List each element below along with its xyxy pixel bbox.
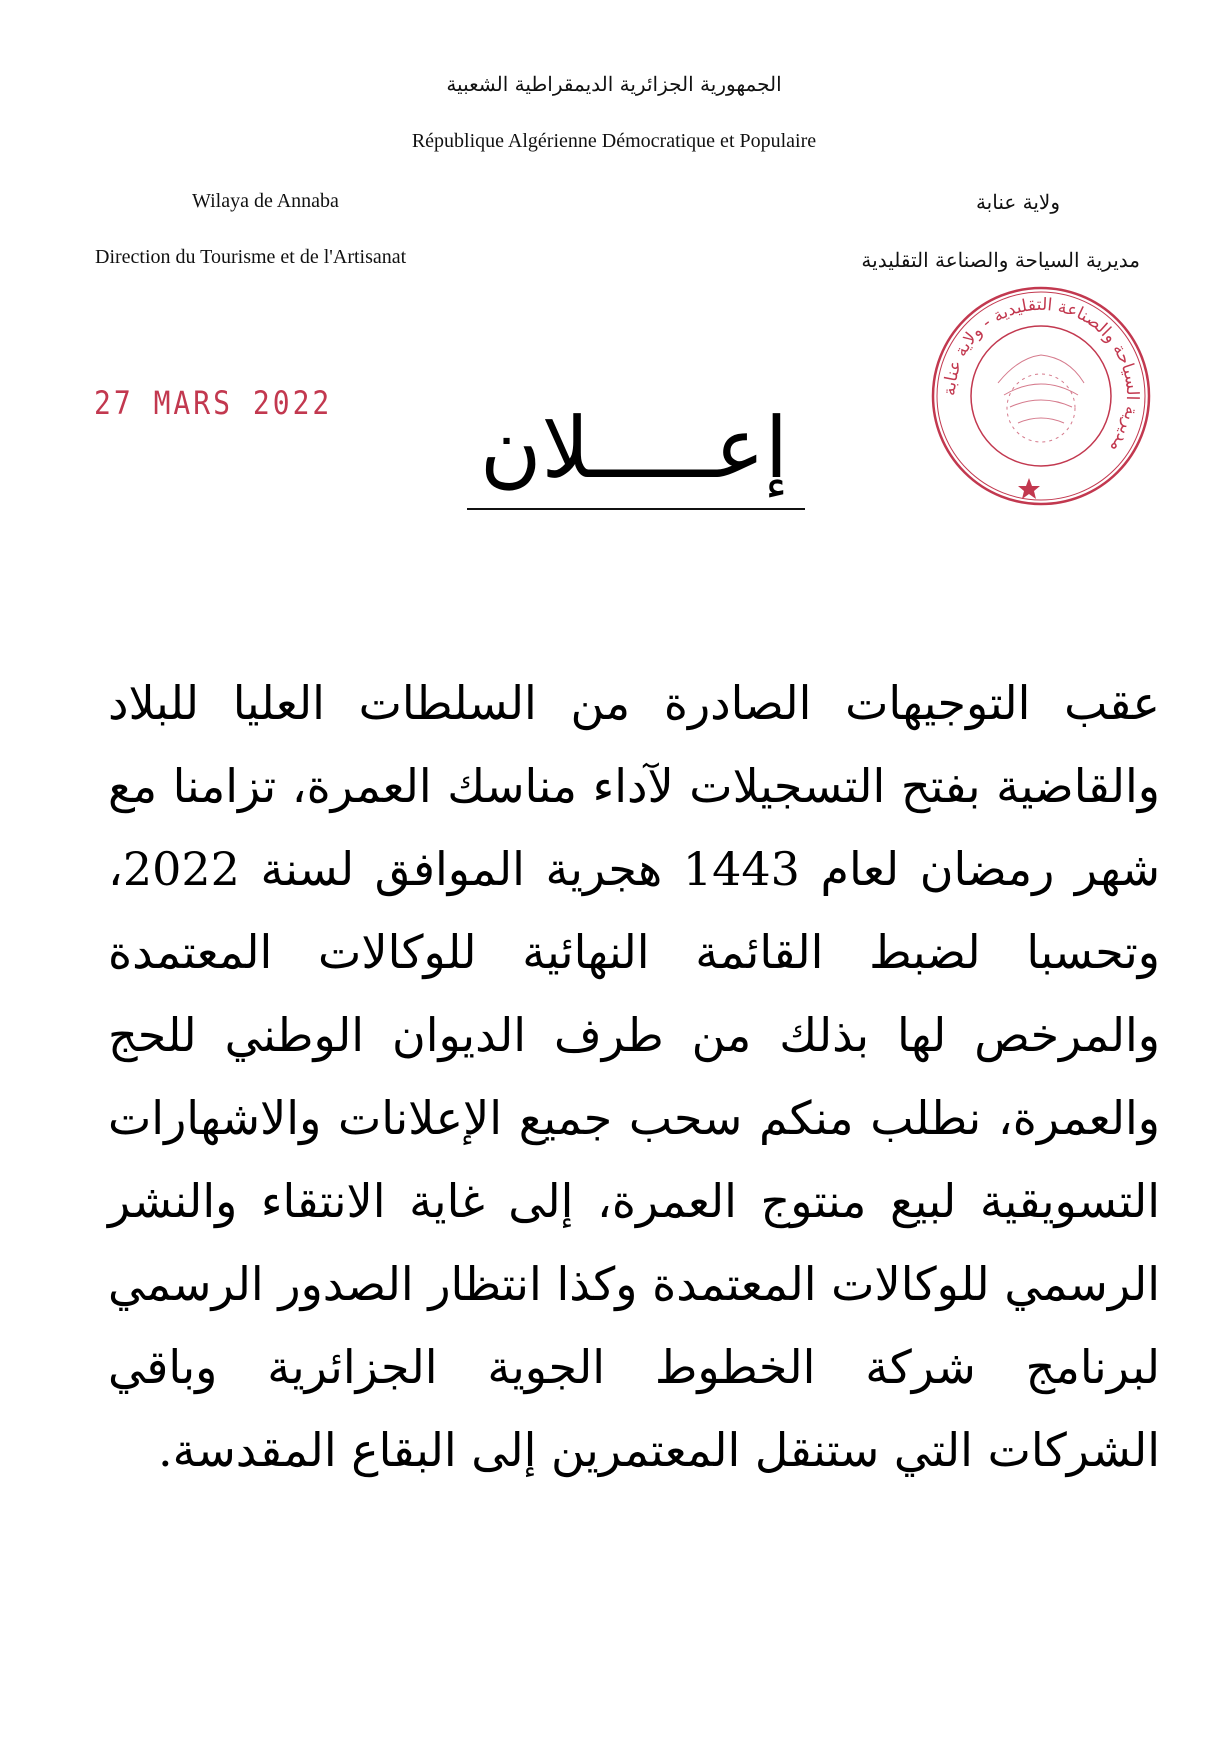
announcement-body: عقب التوجيهات الصادرة من السلطات العليا للبلاد والقاضية بفتح التسجيلات لآداء مناسك العمرة، تزامنا مع شهر رمضان لعام 1443 هجرية الموافق لسنة 2022، وتحسبا لضبط القائمة النهائية للوكالات المعتمدة والمرخص لها بذلك من طرف الديوان الوطني للحج والعمرة، نطلب منكم سحب جميع الإعلانات والاشهارات التسويقية لبيع منتوج العمرة، إلى غاية الانتقاء والنشر الرسمي للوكالات المعتمدة وكذا انتظار الصدور الرسمي لبرنامج شركة الخطوط الجوية الجزائرية وباقي الشركات التي ستنقل المعتمرين إلى البقاع المقدسة. xyxy=(108,676,1160,1477)
header-arabic-republic: الجمهورية الجزائرية الديمقراطية الشعبية xyxy=(446,72,782,96)
announcement-title: إعـــــلان xyxy=(479,399,789,497)
date-stamp: 27 MARS 2022 xyxy=(94,384,333,422)
wilaya-arabic: ولاية عنابة xyxy=(975,190,1060,214)
direction-arabic: مديرية السياحة والصناعة التقليدية xyxy=(861,248,1140,272)
direction-french: Direction du Tourisme et de l'Artisanat xyxy=(95,246,407,268)
seal-center-emblem xyxy=(998,355,1084,442)
seal-ring-text: مديرية السياحة والصناعة التقليدية - ولاية عنابة xyxy=(939,294,1143,457)
official-seal-stamp xyxy=(928,283,1154,509)
seal-star-icon xyxy=(1018,478,1040,499)
title-underline xyxy=(467,508,805,510)
header-french-republic: République Algérienne Démocratique et Populaire xyxy=(411,130,817,152)
wilaya-french: Wilaya de Annaba xyxy=(192,190,339,212)
